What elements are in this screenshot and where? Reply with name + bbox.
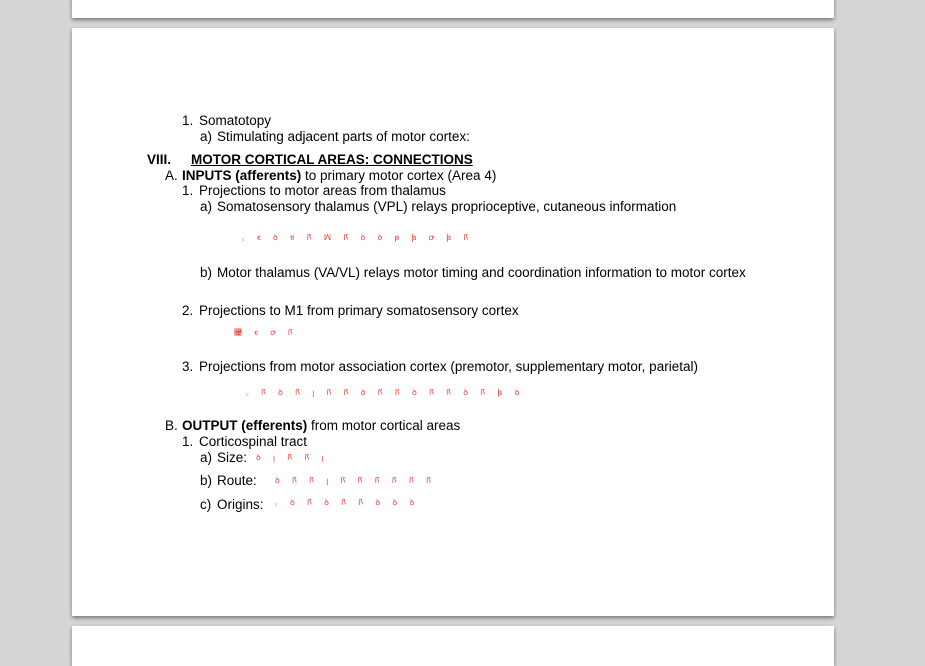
item-text: Projections to motor areas from thalamus — [199, 183, 446, 198]
item-bold-text: OUTPUT (efferents) — [182, 418, 308, 433]
outline-item-thalamus-projections — [182, 183, 446, 199]
outline-subitem-va-vl — [200, 265, 746, 281]
outline-subitem-route — [200, 473, 257, 489]
item-text: Origins: — [217, 497, 264, 512]
outline-item-corticospinal — [182, 434, 307, 450]
outline-item-inputs — [165, 168, 496, 184]
item-number: b) — [200, 265, 213, 280]
item-number: a) — [200, 450, 213, 465]
outline-item-output — [165, 418, 460, 434]
previous-page — [72, 0, 834, 18]
outline-item-somatotopy — [182, 113, 271, 129]
item-text: Somatosensory thalamus (VPL) relays proprioceptive, cutaneous information — [217, 199, 677, 214]
item-number: 1. — [182, 183, 194, 198]
next-page — [72, 626, 834, 666]
item-text: Projections to M1 from primary somatosensory cortex — [199, 303, 519, 318]
item-text: Size: — [217, 450, 248, 465]
item-number: b) — [200, 473, 213, 488]
item-text: to primary motor cortex (Area 4) — [301, 168, 497, 183]
handwritten-annotation: ꟔ ꞓ ꝍ ꟗ — [234, 328, 298, 337]
handwritten-annotation: ꜀ ꝺ ꟗ ꝺ ꟗ ꟗ ꝺ ꝺ ꝺ — [275, 498, 420, 507]
item-number: a) — [200, 129, 213, 144]
section-heading — [147, 152, 473, 168]
handwritten-annotation: ꜀ ꟗ ꝺ ꟗ ꞁ ꟗ ꟗ ꝺ ꟗ ꟗ ꝺ ꟗ ꟗ ꝺ ꟗ ꟓ ꝺ — [246, 388, 525, 397]
section-title: MOTOR CORTICAL AREAS: CONNECTIONS — [191, 152, 473, 167]
item-text: Motor thalamus (VA/VL) relays motor timing and coordination information to motor cortex — [217, 265, 746, 280]
item-text: Corticospinal tract — [199, 434, 308, 449]
item-number: c) — [200, 497, 212, 512]
handwritten-annotation: ꝺ ꟗ ꟗ ꞁ ꟗ ꟗ ꟗ ꟗ ꟗ ꟗ — [275, 476, 437, 485]
outline-subitem-size — [200, 450, 247, 466]
item-text: Projections from motor association cortex (premotor, supplementary motor, parietal) — [199, 359, 698, 374]
handwritten-annotation: ꜀ ꞓ ꝺ ɐ ꟗ ꟽ ꟗ ꝺ ꝺ ꟕ ꟓ ꝍ ꟓ ꟗ — [242, 233, 474, 242]
item-number: 2. — [182, 303, 194, 318]
item-number: 3. — [182, 359, 194, 374]
item-text: Route: — [217, 473, 257, 488]
handwritten-annotation: ꝺ ꞁ ꟗ ꟗ ꞁ — [256, 453, 329, 462]
outline-subitem-origins — [200, 497, 264, 513]
outline-subitem-vpl — [200, 199, 676, 215]
document-page — [72, 28, 834, 616]
outline-subitem-stimulating — [200, 129, 470, 145]
item-text: Stimulating adjacent parts of motor cortex: — [217, 129, 470, 144]
outline-item-association-projections — [182, 359, 698, 375]
item-number: A. — [165, 168, 178, 183]
item-number: 1. — [182, 434, 194, 449]
item-number: a) — [200, 199, 213, 214]
section-number: VIII. — [147, 152, 172, 167]
outline-item-m1-projections — [182, 303, 519, 319]
item-number: 1. — [182, 113, 194, 128]
item-bold-text: INPUTS (afferents) — [182, 168, 302, 183]
item-text: from motor cortical areas — [307, 418, 461, 433]
item-text: Somatotopy — [199, 113, 272, 128]
item-number: B. — [165, 418, 178, 433]
